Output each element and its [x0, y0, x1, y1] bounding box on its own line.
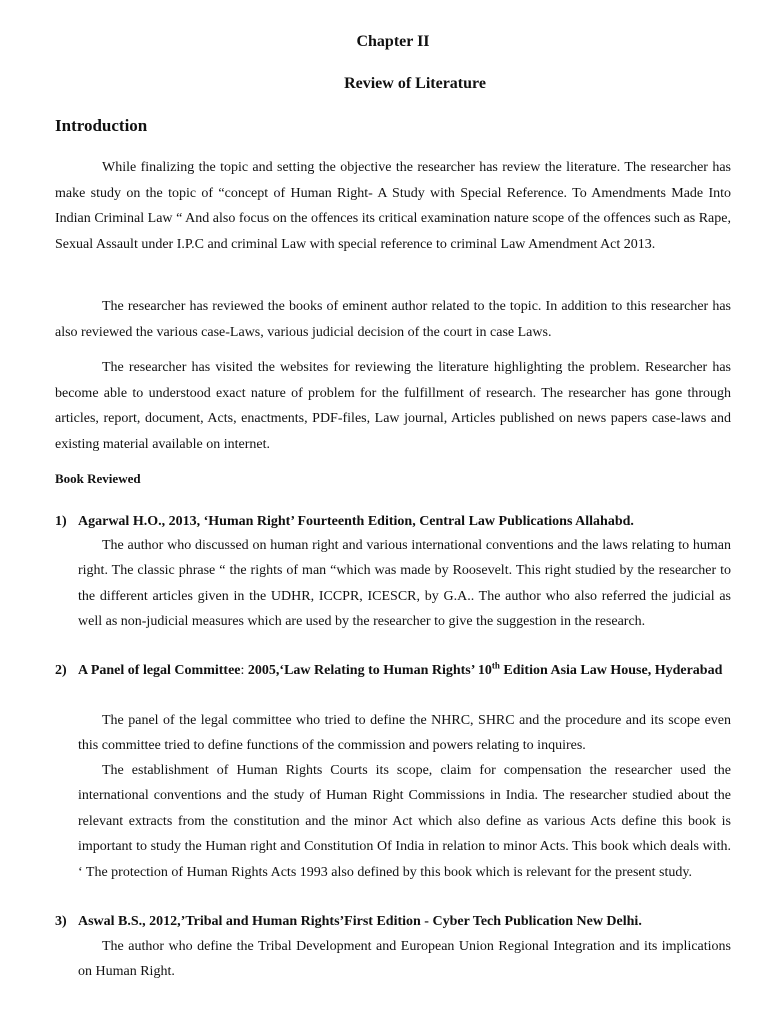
- book-2-title-part1: A Panel of legal Committee: [78, 663, 241, 678]
- intro-paragraph-1: While finalizing the topic and setting the objective the researcher has review the literature. The researcher has make study on the topic of “concept of Human Right- A Study with Special Reference. To Amendments Made Into Indian Criminal Law “ And also focus on the offences its critical examination nature scope of the offences such as Rape, Sexual Assault under I.P.C and criminal Law with special reference to criminal Law Amendment Act 2013.: [55, 160, 731, 252]
- book-1-title-text: Agarwal H.O., 2013, ‘Human Right’ Fourteenth Edition, Central Law Publications Allahabd.: [78, 514, 634, 529]
- book-2-title-separator: :: [240, 663, 248, 678]
- book-2-paragraph-1: The panel of the legal committee who tried to define the NHRC, SHRC and the procedure and its scope even this committee tried to define functions of the commission and powers relating to inquires.: [78, 713, 731, 754]
- book-2-title-superscript: th: [491, 660, 500, 671]
- intro-paragraph-3: The researcher has visited the websites for reviewing the literature highlighting the problem. Researcher has become able to understood exact nature of problem for the fulfillment of research. The researcher has gone through articles, report, document, Acts, enactments, PDF-files, Law journal, Articles published on news papers case-laws and existing material available on internet.: [55, 360, 731, 452]
- intro-paragraph-2: The researcher has reviewed the books of eminent author related to the topic. In addition to this researcher has also reviewed the various case-Laws, various judicial decision of the court in case Laws.: [55, 299, 731, 340]
- book-2-title-part2: 2005,‘Law Relating to Human Rights’ 10: [247, 663, 492, 678]
- chapter-number: Chapter II: [356, 33, 430, 50]
- book-2-title: [55, 658, 731, 684]
- book-2-title-text: [55, 658, 731, 684]
- book-1-number: 1): [55, 514, 67, 529]
- chapter-title: Review of Literature: [344, 75, 486, 92]
- book-3-title: [55, 909, 731, 935]
- book-3-title-text: Aswal B.S., 2012,’Tribal and Human Rights’First Edition - Cyber Tech Publication New Delhi.: [78, 914, 642, 929]
- book-3-number: 3): [55, 914, 67, 929]
- book-3-paragraph-1: The author who define the Tribal Development and European Union Regional Integration and its implications on Human Right.: [78, 939, 731, 980]
- book-2-title-part3: Edition Asia Law House, Hyderabad: [499, 663, 723, 678]
- book-1-title: [55, 509, 731, 535]
- section-heading-introduction: Introduction: [55, 116, 148, 135]
- books-reviewed-heading: Book Reviewed: [55, 471, 141, 486]
- book-2-paragraph-2: The establishment of Human Rights Courts its scope, claim for compensation the researcher used the international conventions and the study of Human Right Commissions in India. The researcher studied about the relevant extracts from the constitution and the minor Act which also define as various Acts define this book is important to study the Human right and Constitution Of India in relation to minor Acts. This book which deals with. ‘ The protection of Human Rights Acts 1993 also defined by this book which is relevant for the present study.: [78, 763, 731, 880]
- book-2-number: 2): [55, 663, 67, 678]
- book-1-paragraph-1: The author who discussed on human right and various international conventions and the laws relating to human right. The classic phrase “ the rights of man “which was made by Roosevelt. This right studied by the researcher to the different articles given in the UDHR, ICCPR, ICESCR, by G.A.. The author who also referred the judicial as well as non-judicial measures which are used by the researcher to give the suggestion in the research.: [78, 538, 731, 630]
